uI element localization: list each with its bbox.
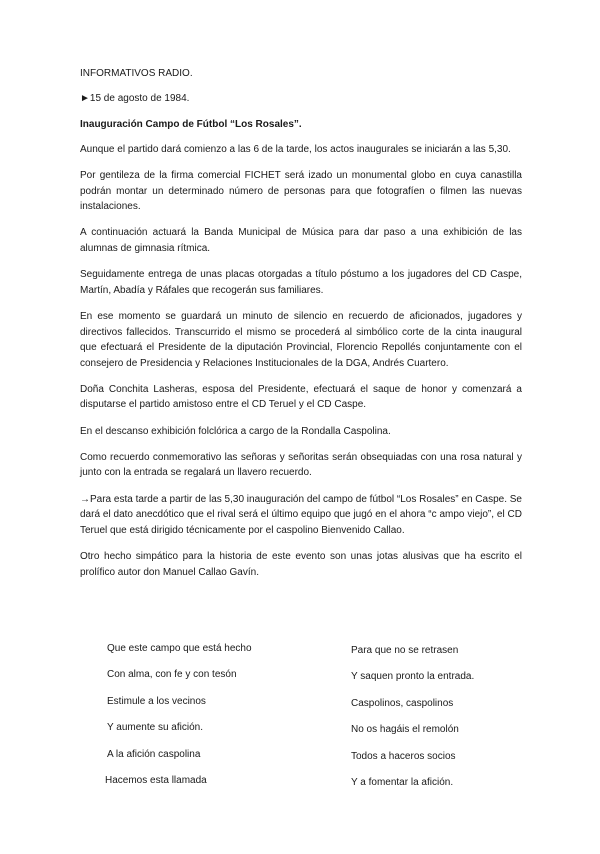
verse-line-right: Todos a haceros socios xyxy=(351,751,456,762)
verse-line-left: Hacemos esta llamada xyxy=(105,775,207,786)
document-title: Inauguración Campo de Fútbol “Los Rosales”. xyxy=(80,118,302,130)
paragraph: Como recuerdo conmemorativo las señoras y señoritas serán obsequiadas con una rosa natural y junto con la entrada se regalará un llavero recuerdo. xyxy=(80,451,522,479)
paragraph: Por gentileza de la firma comercial FICHET será izado un monumental globo en cuya canastilla podrán montar un determinado número de personas para que fotografíen o filmen las nuevas instalaciones. xyxy=(80,170,522,213)
paragraph: En el descanso exhibición folclórica a cargo de la Rondalla Caspolina. xyxy=(80,425,391,437)
paragraph: Doña Conchita Lasheras, esposa del Presidente, efectuará el saque de honor y comenzará a disputarse el partido amistoso entre el CD Teruel y el CD Caspe. xyxy=(80,383,522,411)
paragraph: En ese momento se guardará un minuto de silencio en recuerdo de aficionados, jugadores y directivos fallecidos. Transcurrido el mismo se procederá al simbólico corte de la cinta inaugural que efectuará el Presidente de la diputación Provincial, Florencio Repollés conjuntamente con el consejero de Presidencia y Relaciones Institucionales de la DGA, Andrés Cuartero. xyxy=(80,311,522,369)
verse-line-left: Y aumente su afición. xyxy=(107,722,203,733)
verse-line-left: Estimule a los vecinos xyxy=(107,696,206,707)
verse-line-left: A la afición caspolina xyxy=(107,749,201,760)
header-line: INFORMATIVOS RADIO. xyxy=(80,68,193,79)
verse-line-right: Y saquen pronto la entrada. xyxy=(351,671,475,682)
verse-line-right: No os hagáis el remolón xyxy=(351,724,459,735)
paragraph: Otro hecho simpático para la historia de este evento son unas jotas alusivas que ha escrito el prolífico autor don Manuel Callao Gavín. xyxy=(80,551,522,578)
verse-line-right: Caspolinos, caspolinos xyxy=(351,698,454,709)
verse-line-right: Y a fomentar la afición. xyxy=(351,777,454,788)
paragraph: Seguidamente entrega de unas placas otorgadas a título póstumo a los jugadores del CD Caspe, Martín, Abadía y Ráfales que recogerán sus familiares. xyxy=(80,269,522,296)
paragraph: A continuación actuará la Banda Municipal de Música para dar paso a una exhibición de las alumnas de gimnasia rítmica. xyxy=(80,227,522,254)
paragraph: Aunque el partido dará comienzo a las 6 de la tarde, los actos inaugurales se iniciarán a las 5,30. xyxy=(80,143,511,155)
verse-line-left: Que este campo que está hecho xyxy=(107,643,252,654)
verse-line-left: Con alma, con fe y con tesón xyxy=(107,669,237,680)
document-body xyxy=(80,66,522,591)
verse-line-right: Para que no se retrasen xyxy=(351,645,459,656)
paragraph: →Para esta tarde a partir de las 5,30 inauguración del campo de fútbol “Los Rosales” en Caspe. Se dará el dato anecdótico que el rival será el último equipo que jugó en el ahora “c ampo viejo”, el CD Teruel que está dirigido técnicamente por el caspolino Bienvenido Callao. xyxy=(80,493,522,536)
date-line: ►15 de agosto de 1984. xyxy=(80,93,190,105)
